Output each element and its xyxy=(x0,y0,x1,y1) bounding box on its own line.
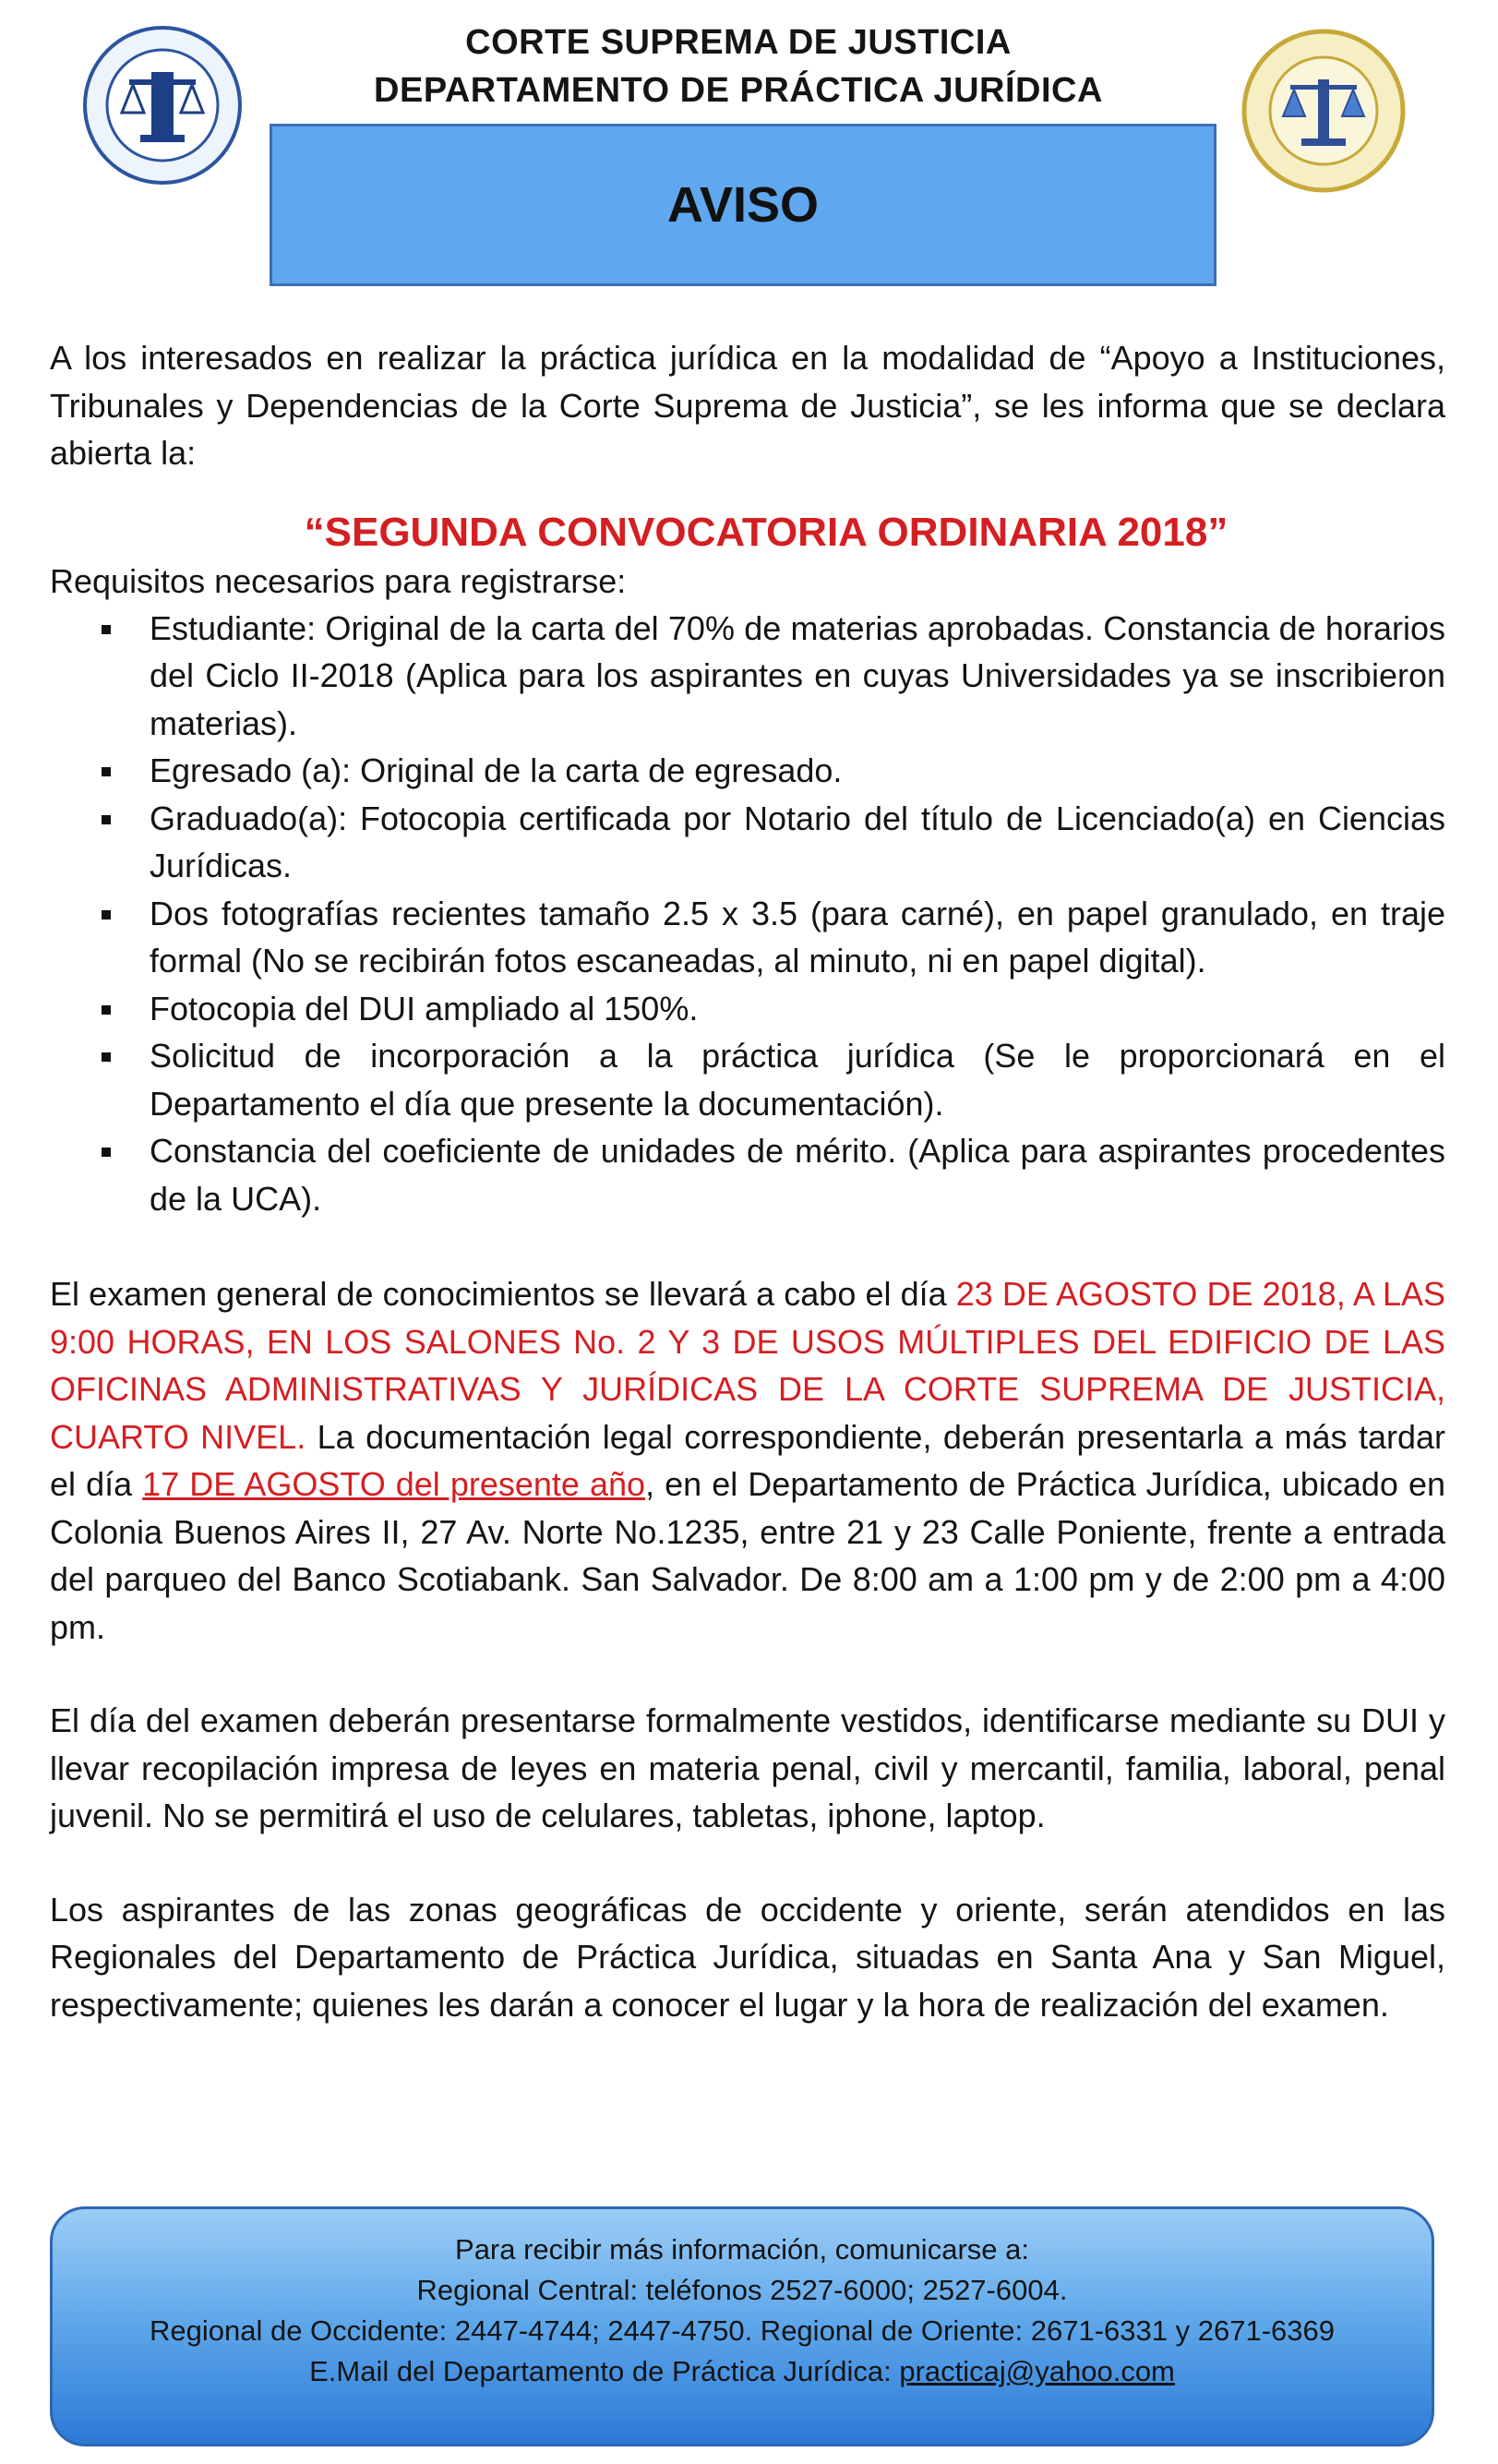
contact-heading: Para recibir más información, comunicarse a: xyxy=(455,2233,1029,2266)
court-name: CORTE SUPREMA DE JUSTICIA xyxy=(465,23,1012,62)
judicial-organ-seal xyxy=(1240,28,1407,194)
requirements-heading: Requisitos necesarios para registrarse: xyxy=(50,561,627,600)
exam-text-3: , en el Departamento de Práctica Jurídica, ubicado en Colonia Buenos Aires II, 27 Av. Norte No.1235, entre 21 y 23 Calle Poniente, frente a entrada del parqueo del Banco Scotiabank. San Salvador. De 8:00 am a 1:00 pm y de 2:00 pm a 4:00 pm. xyxy=(50,1465,1445,1646)
document-deadline: 17 DE AGOSTO del presente año xyxy=(142,1465,646,1503)
requirement-item: Estudiante: Original de la carta del 70% de materias aprobadas. Constancia de horarios del Ciclo II-2018 (Aplica para los aspirantes en cuyas Universidades ya se inscribieron materias). xyxy=(50,605,1445,748)
email-line xyxy=(53,2351,1432,2392)
regional-phones: Regional de Occidente: 2447-4744; 2447-4750. Regional de Oriente: 2671-6331 y 2671-6369 xyxy=(149,2314,1335,2347)
exam-text-2: La documentación legal correspondiente, deberán presentarla a más tardar el día xyxy=(50,1417,1446,1503)
intro-paragraph: A los interesados en realizar la práctica jurídica en la modalidad de “Apoyo a Instituciones, Tribunales y Dependencias de la Corte Suprema de Justicia”, se les informa que se declara abierta la: xyxy=(50,339,1445,472)
requirement-item: Dos fotografías recientes tamaño 2.5 x 3.5 (para carné), en papel granulado, en traje formal (No se recibirán fotos escaneadas, al minuto, ni en papel digital). xyxy=(50,890,1445,985)
requirements-list xyxy=(50,605,1445,1223)
notice-body xyxy=(50,334,1445,2028)
exam-paragraph xyxy=(50,1270,1445,1651)
requirement-item: Solicitud de incorporación a la práctica jurídica (Se le proporcionará en el Departamento el día que presente la documentación). xyxy=(50,1032,1445,1127)
convocatoria-title: “SEGUNDA CONVOCATORIA ORDINARIA 2018” xyxy=(304,509,1228,555)
aviso-title: AVISO xyxy=(666,177,820,233)
department-seal xyxy=(81,24,244,186)
exam-text-1: El examen general de conocimientos se llevará a cabo el día xyxy=(50,1275,956,1313)
contact-info-box xyxy=(50,2206,1434,2446)
requirement-item: Fotocopia del DUI ampliado al 150%. xyxy=(50,985,1445,1033)
exam-date-location: 23 DE AGOSTO DE 2018, A LAS 9:00 HORAS, EN LOS SALONES No. 2 Y 3 DE USOS MÚLTIPLES DEL EDIFICIO DE LAS OFICINAS ADMINISTRATIVAS Y JURÍDICAS DE LA CORTE SUPREMA DE JUSTICIA, CUARTO NIVEL. xyxy=(50,1275,1445,1456)
email-label: E.Mail del Departamento de Práctica Jurídica: xyxy=(309,2355,900,2387)
requirement-item: Graduado(a): Fotocopia certificada por Notario del título de Licenciado(a) en Ciencias Jurídicas. xyxy=(50,795,1445,890)
requirement-item: Egresado (a): Original de la carta de egresado. xyxy=(50,747,1445,795)
email-link[interactable]: practicaj@yahoo.com xyxy=(899,2355,1175,2387)
requirement-item: Constancia del coeficiente de unidades de mérito. (Aplica para aspirantes procedentes de la UCA). xyxy=(50,1127,1445,1222)
attire-paragraph: El día del examen deberán presentarse formalmente vestidos, identificarse mediante su DUI y llevar recopilación impresa de leyes en materia penal, civil y mercantil, familia, laboral, penal juvenil. No se permitirá el uso de celulares, tabletas, iphone, laptop. xyxy=(50,1701,1445,1834)
aviso-banner xyxy=(270,124,1216,286)
department-name: DEPARTAMENTO DE PRÁCTICA JURÍDICA xyxy=(374,71,1103,110)
regional-paragraph: Los aspirantes de las zonas geográficas de occidente y oriente, serán atendidos en las Regionales del Departamento de Práctica Jurídica, situadas en Santa Ana y San Miguel, respectivamente; quienes les darán a conocer el lugar y la hora de realización del examen. xyxy=(50,1890,1445,2024)
document-header xyxy=(277,18,1200,114)
regional-central-phones: Regional Central: teléfonos 2527-6000; 2527-6004. xyxy=(416,2274,1068,2306)
